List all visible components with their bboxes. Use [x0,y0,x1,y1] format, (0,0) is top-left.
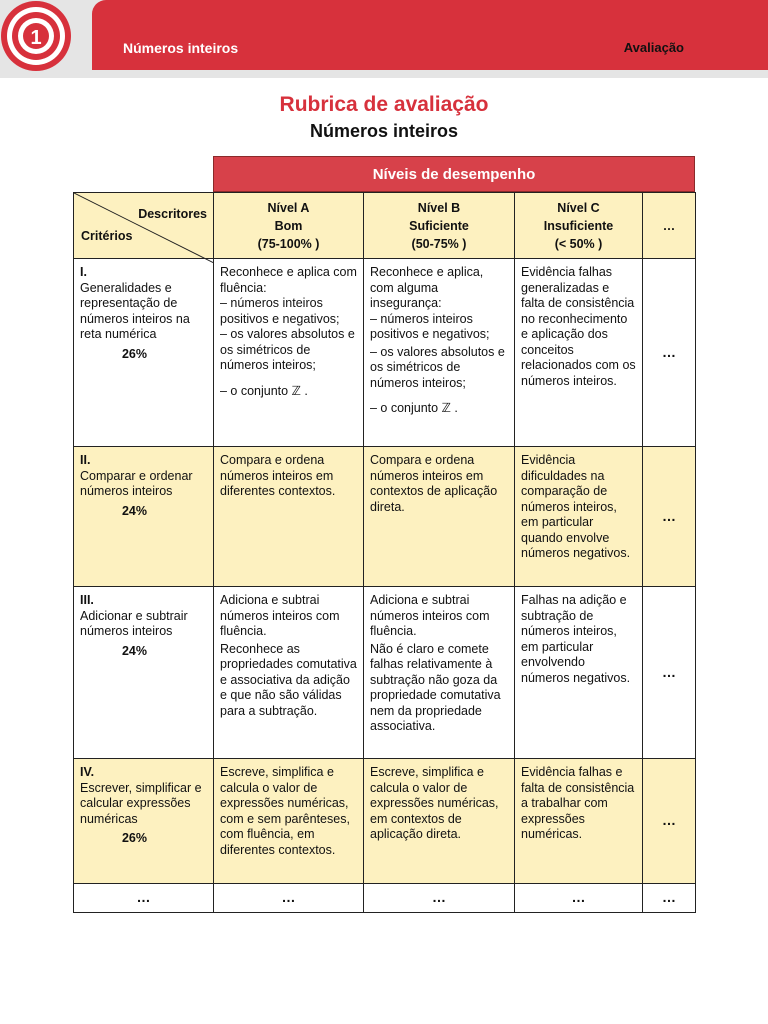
level-b-cell: Reconhece e aplica, com alguma insegurança: – números inteiros positivos e negativos; – os valores absolutos e os simétricos de números inteiros; – o conjunto ℤ . [364,259,515,447]
table-row [74,447,696,587]
level-a-cell: Reconhece e aplica com fluência: – números inteiros positivos e negativos; – os valores absolutos e os simétricos de números inteiros; – o conjunto ℤ . [214,259,364,447]
section-label: Avaliação [623,40,684,55]
criterion-cell: I. Generalidades e representação de números inteiros na reta numérica 26% [74,259,214,447]
levels-row [74,193,696,259]
corner-cell [74,193,214,259]
chapter-logo [0,0,80,78]
more-cell: … [643,259,696,447]
header-bar [92,0,768,70]
more-criteria-row [74,884,696,913]
more-cell: … [643,447,696,587]
level-b-cell: Escreve, simplifica e calcula o valor de expressões numéricas, em contextos de aplicação direta. [364,759,515,884]
page-subtitle: Números inteiros [309,121,459,141]
level-c-cell: Evidência dificuldades na comparação de números inteiros, em particular quando envolve números negativos. [515,447,643,587]
table-row [74,587,696,759]
chapter-title: Números inteiros [123,40,239,56]
level-b-cell: Compara e ordena números inteiros em contextos de aplicação direta. [364,447,515,587]
level-b-header: Nível B Suficiente (50-75% ) [364,193,515,259]
more-cell: … [515,884,643,913]
criterion-cell: III. Adicionar e subtrair números inteiros 24% [74,587,214,759]
level-b-cell: Adiciona e subtrai números inteiros com fluência. Não é claro e comete falhas relativamente à subtração não goza da propriedade comutativa nem da propriedade associativa. [364,587,515,759]
criterion-cell: II. Comparar e ordenar números inteiros 24% [74,447,214,587]
rubric-table [73,192,696,913]
level-a-cell: Compara e ordena números inteiros em diferentes contextos. [214,447,364,587]
chapter-number: 1 [30,27,42,49]
level-c-cell: Falhas na adição e subtração de números inteiros, em particular envolvendo números negativos. [515,587,643,759]
table-row [74,259,696,447]
more-cell: … [214,884,364,913]
corner-criteria: Critérios [81,229,133,243]
corner-descriptors: Descritores [138,207,207,221]
more-cell: … [643,884,696,913]
more-cell: … [74,884,214,913]
criterion-cell: IV. Escrever, simplificar e calcular expressões numéricas 26% [74,759,214,884]
level-a-cell: Adiciona e subtrai números inteiros com fluência. Reconhece as propriedades comutativa e associativa da adição e que não são válidas para a subtração. [214,587,364,759]
level-c-cell: Evidência falhas generalizadas e falta de consistência no reconhecimento e aplicação dos conceitos relacionados com os números inteiros. [515,259,643,447]
more-levels: … [643,193,696,259]
more-cell: … [643,759,696,884]
more-cell: … [643,587,696,759]
more-cell: … [364,884,515,913]
page-title: Rubrica de avaliação [279,93,489,116]
level-a-cell: Escreve, simplifica e calcula o valor de expressões numéricas, com e sem parênteses, com fluência, em diferentes contextos. [214,759,364,884]
levels-header: Níveis de desempenho [213,156,695,192]
level-c-header: Nível C Insuficiente (< 50% ) [515,193,643,259]
level-a-header: Nível A Bom (75-100% ) [214,193,364,259]
level-c-cell: Evidência falhas e falta de consistência a trabalhar com expressões numéricas. [515,759,643,884]
table-row [74,759,696,884]
